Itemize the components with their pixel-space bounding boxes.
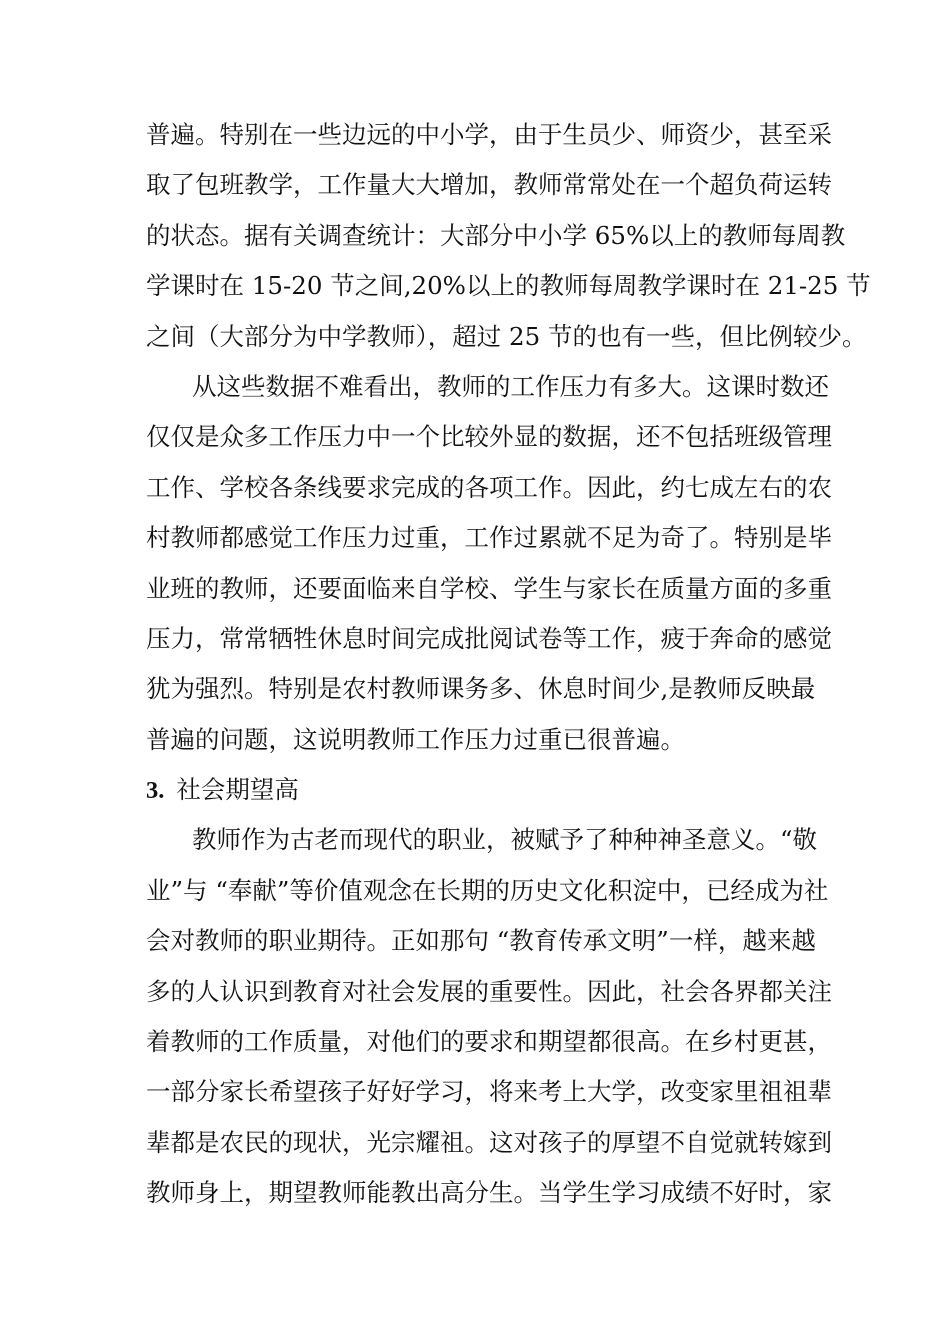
text-line: 取了包班教学，工作量大大增加，教师常常处在一个超负荷运转 [146,170,832,200]
text-line: 辈都是农民的现状，光宗耀祖。这对孩子的厚望不自觉就转嫁到 [146,1127,832,1157]
text-line: 教师作为古老而现代的职业，被赋予了种种神圣意义。“敬 [192,825,818,855]
text-line: 普遍。特别在一些边远的中小学，由于生员少、师资少，甚至采 [146,120,832,149]
text-line: 仅仅是众多工作压力中一个比较外显的数据，还不包括班级管理 [146,422,832,452]
section-title: 社会期望高 [176,775,299,805]
text-line: 教师身上，期望教师能教出高分生。当学生学习成绩不好时，家 [146,1178,832,1208]
text-line: 一部分家长希望孩子好好学习，将来考上大学，改变家里祖祖辈 [146,1077,832,1107]
text-line: 着教师的工作质量，对他们的要求和期望都很高。在乡村更甚， [146,1027,832,1057]
text-line: 工作、学校各条线要求完成的各项工作。因此，约七成左右的农 [146,472,832,502]
text-line: 之间（大部分为中学教师），超过 25 节的也有一些，但比例较少。 [146,321,867,351]
paragraph-social-expectation [146,815,832,1218]
text-line: 会对教师的职业期待。正如那句 “教育传承文明”一样，越来越 [146,926,816,956]
paragraph-work-pressure [146,362,832,765]
text-line: 学课时在 15-20 节之间,20%以上的教师每周教学课时在 21-25 节 [146,271,871,301]
text-line: 压力，常常牺牲休息时间完成批阅试卷等工作，疲于奔命的感觉 [146,623,832,653]
text-line: 业”与 “奉献”等价值观念在长期的历史文化积淀中，已经成为社 [146,875,829,905]
text-line: 多的人认识到教育对社会发展的重要性。因此，社会各界都关注 [146,976,832,1006]
section-heading [146,765,812,815]
text-line: 的状态。据有关调查统计：大部分中小学 65%以上的教师每周教 [146,220,846,250]
text-line: 普遍的问题，这说明教师工作压力过重已很普遍。 [146,724,685,754]
text-line: 从这些数据不难看出，教师的工作压力有多大。这课时数还 [192,371,829,401]
paragraph-teaching-load [146,110,871,362]
text-line: 犹为强烈。特别是农村教师课务多、休息时间少,是教师反映最 [146,674,816,704]
text-line: 村教师都感觉工作压力过重，工作过累就不足为奇了。特别是毕 [146,523,832,553]
text-line: 业班的教师，还要面临来自学校、学生与家长在质量方面的多重 [146,573,832,603]
section-number: 3. [146,777,165,805]
body-text [146,110,871,1219]
